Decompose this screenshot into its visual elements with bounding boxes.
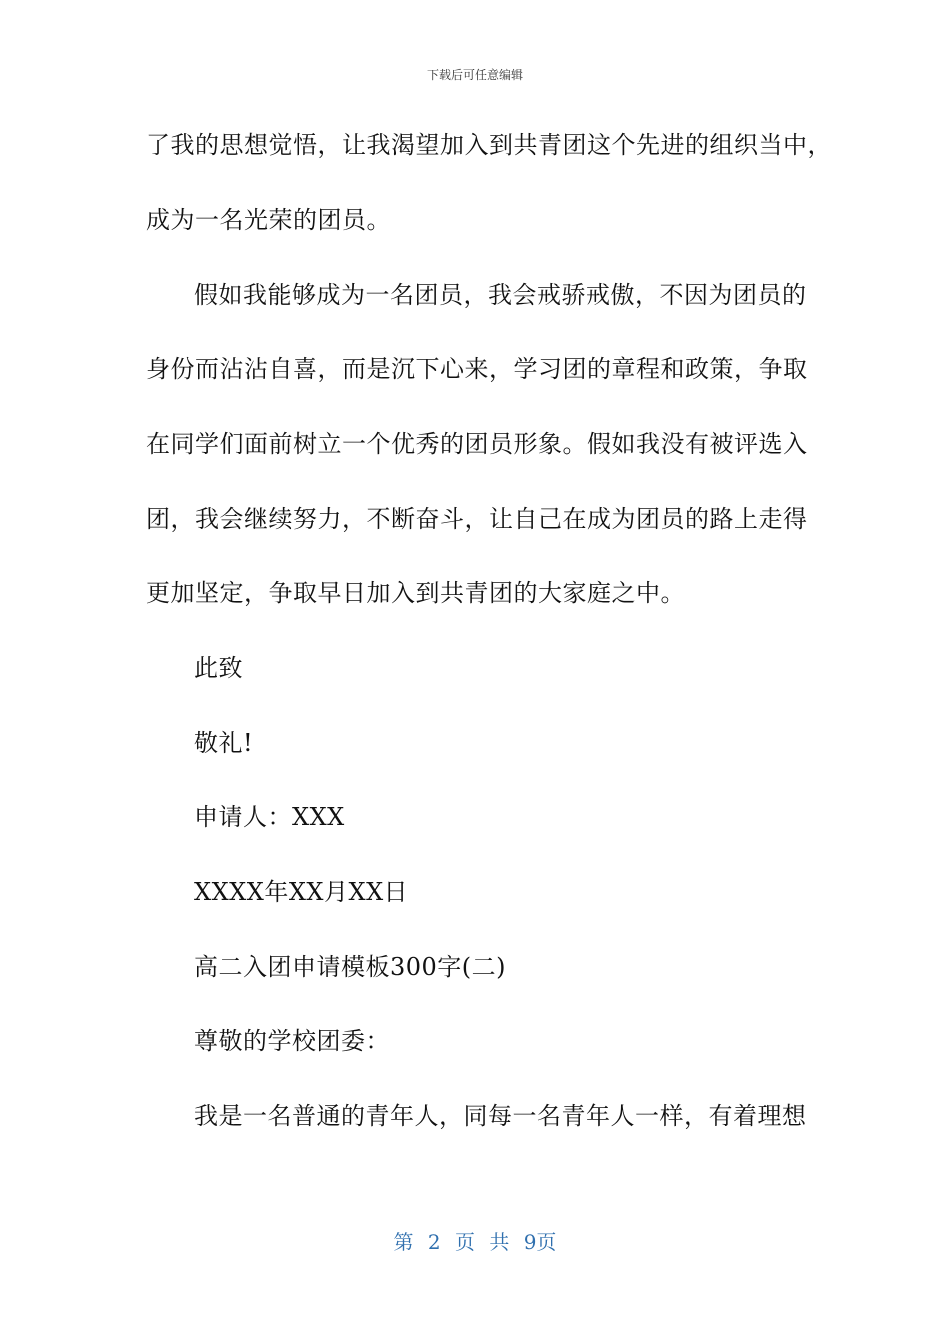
page-number-footer: 第 2 页 共 9页 [393,1230,557,1254]
body-line: 了我的思想觉悟，让我渴望加入到共青团这个先进的组织当中， [146,131,832,159]
body-line: 身份而沾沾自喜，而是沉下心来，学习团的章程和政策，争取 [146,355,808,383]
body-line: 我是一名普通的青年人，同每一名青年人一样，有着理想 [194,1102,807,1130]
body-line: 更加坚定，争取早日加入到共青团的大家庭之中。 [146,579,685,607]
closing-line: 此致 [194,654,243,682]
date-line: XXXX年XX月XX日 [194,878,409,906]
body-line: 在同学们面前树立一个优秀的团员形象。假如我没有被评选入 [146,430,808,458]
section-title: 高二入团申请模板300字(二) [194,953,507,981]
page-header: 下载后可任意编辑 [426,68,523,82]
body-line: 成为一名光荣的团员。 [146,206,391,234]
closing-line: 敬礼! [194,729,254,757]
applicant-line: 申请人：XXX [194,803,345,831]
body-line: 假如我能够成为一名团员，我会戒骄戒傲，不因为团员的 [194,281,807,309]
salutation-line: 尊敬的学校团委： [194,1027,390,1055]
body-line: 团，我会继续努力，不断奋斗，让自己在成为团员的路上走得 [146,505,808,533]
